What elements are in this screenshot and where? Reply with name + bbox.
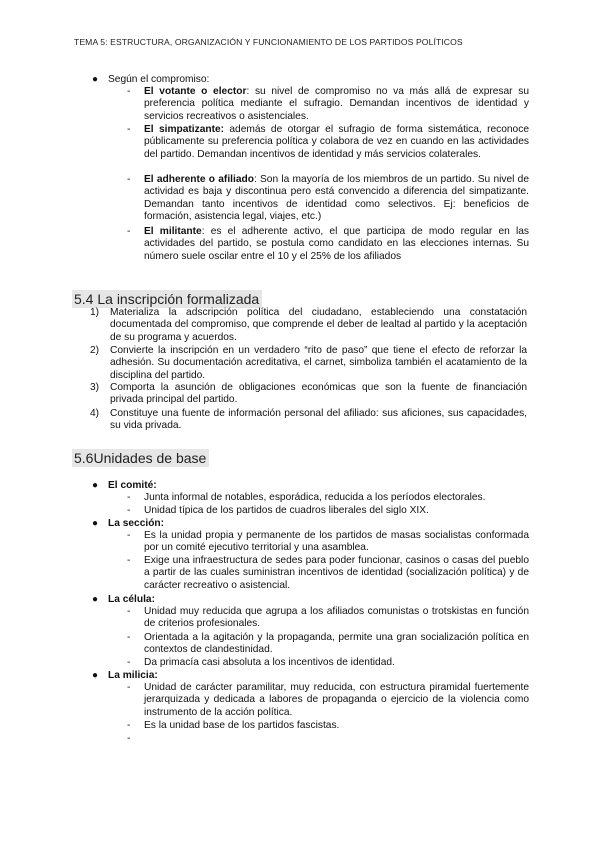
item-text: Materializa la adscripción política del ciudadano, estableciendo una constatación documentada del compromiso, que comprende el deber de lealtad al partido y la aceptación de su programa y acuerdos. — [110, 307, 527, 343]
bullet-dot: ● — [92, 480, 99, 491]
term-desc: : su nivel de compromiso no va más allá de expresar su preferencia política mediante el sufragio. Demandan incentivos de identidad y servicios recreativos o asistenciales. — [144, 86, 529, 122]
bullet-dot: ● — [92, 594, 99, 605]
list-item — [127, 124, 529, 161]
item-number: 2) — [90, 345, 100, 356]
numbered-item — [90, 345, 527, 382]
bullet-lead: Según el compromiso: — [108, 74, 210, 85]
list-item — [127, 86, 529, 123]
section-title-5-6: 5.6Unidades de base — [72, 449, 209, 467]
list-item — [127, 606, 529, 631]
item-text: Da primacía casi absoluta a los incentivos de identidad. — [144, 657, 395, 668]
list-item — [127, 555, 529, 592]
item-text: Convierte la inscripción en un verdadero “rito de paso” que tiene el efecto de reforzar la adhesión. Su documentación acreditativa, el carnet, simboliza también el acatamiento de la disciplina del partido. — [110, 345, 527, 381]
term-desc: : es el adherente activo, el que participa de modo regular en las actividades del partido, se postula como candidato en las elecciones internas. Su número suele oscilar entre el 10 y el 25% de los afiliados — [144, 226, 529, 262]
page-header: TEMA 5: ESTRUCTURA, ORGANIZACIÓN Y FUNCIONAMIENTO DE LOS PARTIDOS POLÍTICOS — [74, 37, 463, 47]
term-desc: además de otorgar el sufragio de forma sistemática, reconoce públicamente su preferencia política y colabora de vez en cuando en las actividades del partido. Demandan incentivos de identidad y más servicios colaterales. — [144, 124, 529, 160]
item-text: Unidad de carácter paramilitar, muy reducida, con estructura piramidal fuertemente jerarquizada y dedicada a labores de propaganda o ejercicio de la violencia como instrumento de la acción política. — [144, 682, 529, 718]
item-text: Es la unidad propia y permanente de los partidos de masas socialistas conformada por un comité ejecutivo territorial y una asamblea. — [144, 530, 529, 554]
dash: - — [127, 226, 131, 237]
term: El militante — [144, 226, 202, 237]
item-text: Unidad típica de los partidos de cuadros liberales del siglo XIX. — [144, 505, 429, 516]
dash: - — [127, 657, 131, 668]
item-text: Comporta la asunción de obligaciones económicas que son la fuente de financiación privada principal del partido. — [110, 382, 527, 406]
dash: - — [127, 632, 131, 643]
item-text: Orientada a la agitación y la propaganda, permite una gran socialización política en contextos de clandestinidad. — [144, 632, 529, 656]
dash: - — [127, 606, 131, 617]
numbered-item — [90, 307, 527, 344]
dash: - — [127, 555, 131, 566]
group-head: La célula: — [108, 594, 155, 605]
list-item — [127, 682, 529, 719]
term: El simpatizante: — [144, 124, 225, 135]
dash: - — [127, 720, 131, 731]
section-title-5-4: 5.4 La inscripción formalizada — [72, 290, 262, 308]
list-item — [127, 657, 529, 669]
dash: - — [127, 492, 131, 503]
dash: - — [127, 86, 131, 97]
list-item — [127, 530, 529, 555]
dash: - — [127, 733, 131, 744]
item-text: Unidad muy reducida que agrupa a los afiliados comunistas o trotskistas en función de criterios profesionales. — [144, 606, 529, 630]
item-text: Exige una infraestructura de sedes para poder funcionar, casinos o casas del pueblo a partir de las cuales suministran incentivos de identidad (socialización política) y de carácter recreativo o asistencial. — [144, 555, 529, 591]
dash: - — [127, 505, 131, 516]
bullet-dot: ● — [92, 74, 99, 85]
item-text: Es la unidad base de los partidos fascistas. — [144, 720, 340, 731]
group-head: La sección: — [108, 518, 165, 529]
list-item — [127, 632, 529, 657]
list-item — [127, 505, 529, 517]
term: El adherente o afiliado — [144, 174, 254, 185]
list-item — [127, 174, 529, 224]
list-item — [127, 226, 529, 263]
term: El votante o elector — [144, 86, 247, 97]
dash: - — [127, 174, 131, 185]
numbered-item — [90, 382, 527, 407]
item-number: 1) — [90, 307, 100, 318]
numbered-item — [90, 408, 527, 433]
list-item — [127, 720, 529, 732]
bullet-dot: ● — [92, 670, 99, 681]
term-desc: : Son la mayoría de los miembros de un partido. Su nivel de actividad es baja y discontinua pero está convencido a diferencia del simpatizante. Demandan tanto incentivos de identidad como selectivos. Ej: beneficios de formación, asistencia legal, viajes, etc.) — [144, 174, 529, 223]
list-item — [127, 492, 529, 504]
item-text: Constituye una fuente de información personal del afiliado: sus aficiones, sus capacidades, su vida privada. — [110, 408, 527, 432]
group-head: La milicia: — [108, 670, 158, 681]
item-number: 3) — [90, 382, 100, 393]
dash: - — [127, 124, 131, 135]
dash: - — [127, 682, 131, 693]
group-head: El comité: — [108, 480, 157, 491]
bullet-dot: ● — [92, 518, 99, 529]
item-number: 4) — [90, 408, 100, 419]
item-text: Junta informal de notables, esporádica, reducida a los períodos electorales. — [144, 492, 486, 503]
dash: - — [127, 530, 131, 541]
